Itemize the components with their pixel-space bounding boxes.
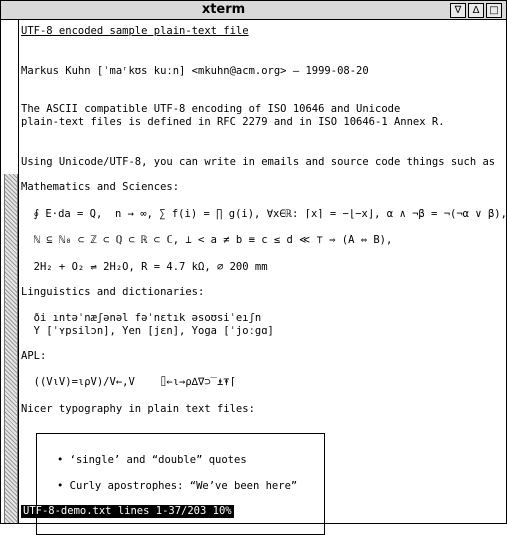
maximize-button[interactable]: Δ (468, 3, 484, 18)
typography-title: Nicer typography in plain text files: (21, 403, 255, 415)
author-line: Markus Kuhn [ˈmaʳkʊs kuːn] <mkuhn@acm.org> — 1999-08-20 (21, 65, 369, 77)
scroll-thumb[interactable] (4, 174, 18, 523)
para1-line2: plain-text files is defined in RFC 2279 and in ISO 10646-1 Annex R. (21, 116, 445, 128)
status-line: UTF-8-demo.txt lines 1-37/203 10% (23, 505, 232, 517)
math-line-2: ℕ ⊆ ℕ₀ ⊂ ℤ ⊂ ℚ ⊂ ℝ ⊂ ℂ, ⊥ < a ≠ b ≡ c ≤ d ≪ ⊤ ⇒ (A ⇔ B), (21, 234, 393, 246)
doc-heading: UTF-8 encoded sample plain-text file (21, 25, 249, 37)
title-bar[interactable] (1, 1, 506, 20)
scrollbar[interactable] (1, 20, 19, 523)
math-line-3: 2H₂ + O₂ ⇌ 2H₂O, R = 4.7 kΩ, ⌀ 200 mm (21, 261, 268, 273)
math-title: Mathematics and Sciences: (21, 181, 180, 193)
bullet-apostrophes: • Curly apostrophes: “We’ve been here” (57, 480, 298, 492)
window-title: xterm (201, 2, 246, 17)
ling-line-2: Y [ˈʏpsilɔn], Yen [jɛn], Yoga [ˈjoːgɑ] (21, 325, 274, 337)
para1-line1: The ASCII compatible UTF-8 encoding of ISO 10646 and Unicode (21, 103, 401, 115)
math-line-1: ∮ E⋅da = Q, n → ∞, ∑ f(i) = ∏ g(i), ∀x∈ℝ: ⌈x⌉ = −⌊−x⌋, α ∧ ¬β = ¬(¬α ∨ β), (21, 208, 507, 220)
ling-title: Linguistics and dictionaries: (21, 286, 205, 298)
minimize-button[interactable]: ∇ (450, 3, 466, 18)
close-button[interactable]: □ (486, 3, 502, 18)
bullet-single-double: • ‘single’ and “double” quotes (57, 454, 247, 466)
apl-line-1: ((V⍳V)=⍳⍴V)/V←,V ⌷←⍳→⍴∆∇⊃‾⍎⍕⌈ (21, 376, 236, 388)
apl-title: APL: (21, 350, 47, 362)
typography-box (36, 433, 325, 535)
terminal-content[interactable] (21, 23, 507, 521)
para2: Using Unicode/UTF-8, you can write in emails and source code things such as (21, 156, 496, 168)
ling-line-1: ði ıntəˈnæʃənəl fəˈnɛtık əsoʊsiˈeıʃn (21, 312, 262, 324)
